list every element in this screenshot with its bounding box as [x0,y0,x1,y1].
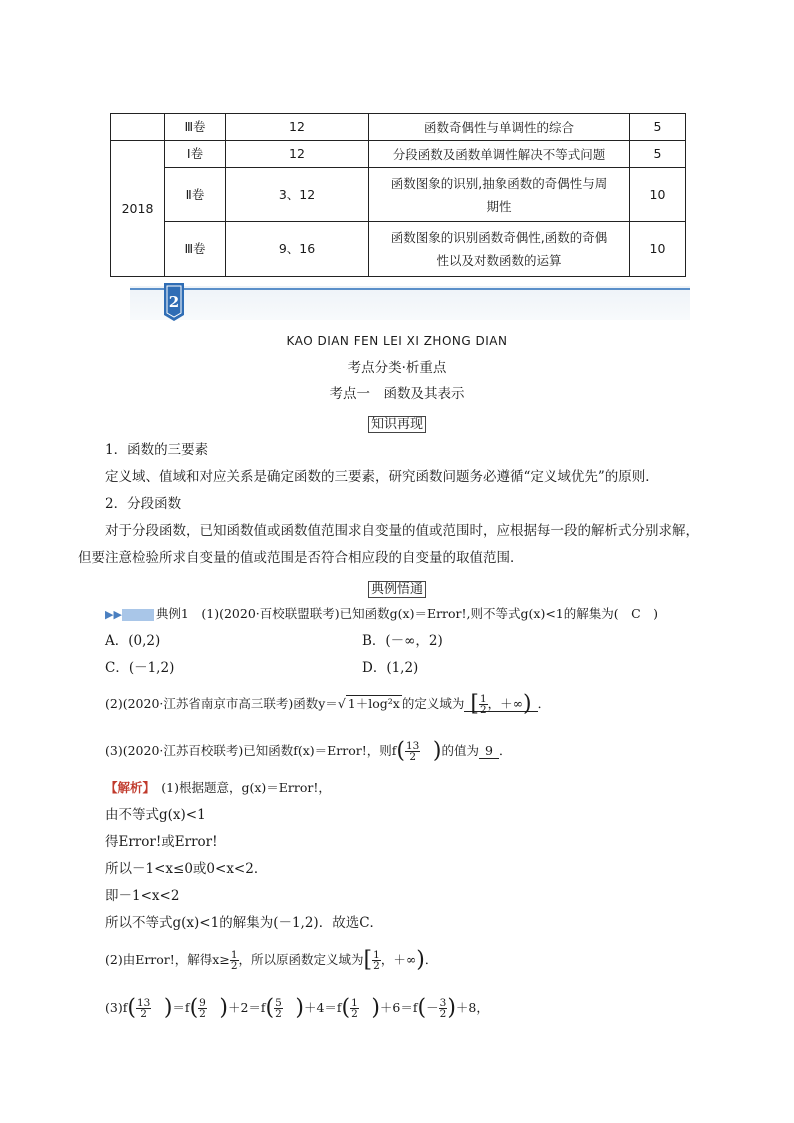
topic-line: 期性 [486,198,512,214]
half-fraction: $\frac{1}{2}$ [373,949,380,972]
year-cell [111,114,165,141]
pinyin-title: KAO DIAN FEN LEI XI ZHONG DIAN [286,334,508,348]
section-badge-icon [164,283,184,321]
k1-body: 定义域、值域和对应关系是确定函数的三要素，研究函数问题务必遵循“定义域优先”的原则． [105,469,659,485]
topic-cell [369,222,630,277]
example1-question2: (2)(2020·江苏省南京市高三联考)函数y＝√ 1＋log²x 的定义域为 [ $\frac{1}{2}$ ，＋∞) ． [105,691,551,717]
table-row [111,222,686,277]
q2-mid: 的定义域为 [401,696,465,711]
example1-question1 [105,605,658,624]
solution-line8: (3)f( $\frac{13}{2}$ )＝f( $\frac{9}{2}$ )＋2＝f( $\frac{5}{2}$ )＋4＝f( $\frac{1}{2}$ )＋6＝f(－ $\frac{3}{2}$ )＋8， [105,995,489,1021]
solution-line7: (2)由Error!，解得x≥ $\frac{1}{2}$ ，所以原函数定义域为[ $\frac{1}{2}$ ，＋∞)． [105,947,438,973]
highlight-mark [122,609,154,621]
score-cell: 5 [630,114,686,141]
q3-fraction: $\frac{13}{2}$ [406,740,420,763]
example1-question3: (3)(2020·江苏百校联考)已知函数f(x)＝Error!，则f( $\frac{13}{2}$ )的值为 9 ． [105,738,512,764]
questions-cell: 9、16 [226,222,369,277]
solution-line1: 【解析】 (1)根据题意，g(x)＝Error!， [105,780,331,795]
score-cell: 10 [630,222,686,277]
q2-answer-blank: [ $\frac{1}{2}$ ，＋∞) [464,696,537,712]
topic-line: 函数图象的识别,抽象函数的奇偶性与周 [390,175,608,191]
paper-cell: Ⅲ卷 [165,114,226,141]
solution-line6: 所以不等式g(x)<1的解集为(－1,2)．故选C． [105,915,384,931]
score-cell: 10 [630,168,686,222]
example1-q1-text: (1)(2020·百校联盟联考)已知函数g(x)＝Error!,则不等式g(x)<1的解集为( C ) [201,606,659,621]
example1-label: 典例1 [155,606,189,621]
k1-title: 1．函数的三要素 [105,442,209,458]
q2-radicand: 1＋log²x [347,696,400,711]
examples-heading [0,578,794,598]
paper-cell: Ⅱ卷 [165,168,226,222]
table-row [111,114,686,141]
knowledge-heading [0,413,794,433]
sqrt-sign: √ [337,696,346,711]
score-cell: 5 [630,141,686,168]
solution-line5: 即－1<x<2 [105,888,180,904]
solution-line2: 由不等式g(x)<1 [105,807,206,823]
year-cell: 2018 [111,141,165,277]
exam-stats-table [110,113,686,277]
paper-cell: Ⅲ卷 [165,222,226,277]
fraction: $\frac{1}{2}$ [351,997,358,1020]
q2-answer-fraction: $\frac{1}{2}$ [479,693,487,716]
solution-label: 【解析】 [105,780,149,795]
topic-cell: 分段函数及函数单调性解决不等式问题 [369,141,630,168]
q3-answer-blank: 9 [479,743,499,759]
section-subtitle: 考点一 函数及其表示 [329,386,465,402]
questions-cell: 12 [226,141,369,168]
half-fraction: $\frac{1}{2}$ [230,949,238,972]
questions-cell: 12 [226,114,369,141]
topic-cell [369,168,630,222]
paper-cell: Ⅰ卷 [165,141,226,168]
table-row [111,168,686,222]
q2-prefix: (2)(2020·江苏省南京市高三联考)函数y＝ [105,696,338,711]
k2-title: 2．分段函数 [105,496,182,512]
table-row [111,141,686,168]
examples-heading-label: 典例悟通 [368,581,426,598]
fraction: $\frac{5}{2}$ [275,997,282,1020]
q3-mid: 的值为 [441,743,479,758]
topic-cell: 函数奇偶性与单调性的综合 [369,114,630,141]
double-arrow-icon: ▶▶ [105,608,122,621]
option-d: D．(1,2) [362,660,419,676]
solution-line4: 所以－1<x≤0或0<x<2． [105,861,268,877]
section-badge-number: 2 [168,293,180,311]
topic-line: 性以及对数函数的运算 [436,253,562,268]
k2-body-line1: 对于分段函数，已知函数值或函数值范围求自变量的值或范围时，应根据每一段的解析式分别求解， [105,523,699,539]
k2-body-line2: 但要注意检验所求自变量的值或范围是否符合相应段的自变量的取值范围． [78,550,524,566]
knowledge-heading-label: 知识再现 [368,416,426,433]
option-b: B．(－∞，2) [362,633,443,649]
section-divider-line [130,288,690,290]
fraction: $\frac{13}{2}$ [136,997,151,1020]
q3-prefix: (3)(2020·江苏百校联考)已知函数f(x)＝Error!，则f [105,743,397,758]
section-divider-band [130,286,690,320]
option-a: A．(0,2) [105,633,161,649]
questions-cell: 3、12 [226,168,369,222]
solution-line3: 得Error!或Error! [105,834,218,850]
fraction: $\frac{3}{2}$ [439,997,447,1020]
topic-line: 函数图象的识别函数奇偶性,函数的奇偶 [390,230,608,245]
page-title: 考点分类·析重点 [347,360,447,376]
fraction: $\frac{9}{2}$ [199,997,206,1020]
option-c: C．(－1,2) [105,660,175,676]
